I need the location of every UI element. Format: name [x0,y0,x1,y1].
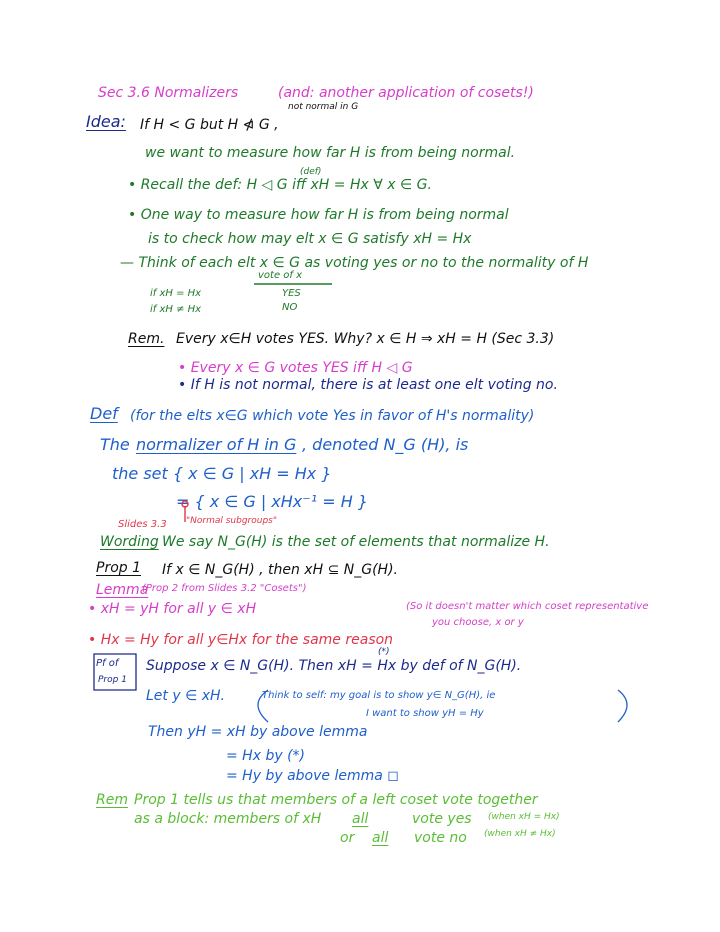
think-line: — Think of each elt x ∈ G as voting yes or no to the normality of H [120,255,589,271]
recall-annotation: (def) [300,167,322,177]
def-set-line: the set { x ∈ G | xH = Hx } [112,464,332,483]
prop1-text: If x ∈ N_G(H) , then xH ⊆ N_G(H). [162,562,398,578]
rem2-line2: as a block: members of xH [134,811,322,827]
rem-label: Rem. [128,331,165,347]
proof-line5: = Hy by above lemma ◻ [226,768,399,784]
lemma-note1: (So it doesn't matter which coset representative [406,601,649,612]
def-set-line2: = { x ∈ G | xHx⁻¹ = H } [176,492,368,511]
slides-quote: "Normal subgroups" [186,516,277,526]
lemma-line1: • xH = yH for all y ∈ xH [88,601,257,617]
think-self-line1: Think to self: my goal is to show y∈ N_G(H), ie [262,690,496,701]
bullet-line: • Every x ∈ G votes YES iff H ◁ G [178,360,413,376]
wording-text: We say N_G(H) is the set of elements that normalize H. [162,534,550,550]
slides-ref: Slides 3.3 [118,519,167,530]
one-way-line2: is to check how may elt x ∈ G satisfy xH = Hx [148,231,472,247]
idea-label: Idea: [86,112,126,131]
proof-line3: Then yH = xH by above lemma [148,724,368,740]
proof-line1: Suppose x ∈ N_G(H). Then xH = Hx by def of N_G(H). [146,658,522,674]
def-label: Def [90,404,118,423]
rem2-line1: Prop 1 tells us that members of a left coset vote together [134,792,538,808]
rem2-vote-no: vote no [414,830,467,846]
proof-box [94,654,136,690]
wording-label: Wording [100,534,159,550]
rem2-all-no: all [372,830,389,846]
one-way-line1: • One way to measure how far H is from being normal [128,207,509,223]
recall-line: • Recall the def: H ◁ G iff xH = Hx ∀ x ∈ G. [128,177,432,193]
think-paren-right [618,690,627,722]
vote-row-value: YES [282,288,301,299]
rem2-or: or [340,830,355,846]
rem2-paren-yes: (when xH = Hx) [488,812,560,822]
def-denoted: , denoted N_G (H), is [302,435,469,454]
page-subtitle: (and: another application of cosets!) [278,85,534,101]
idea-annotation: not normal in G [288,102,359,112]
star-annotation: (*) [378,647,390,657]
vote-row-cond: if xH = Hx [150,288,202,299]
think-self-line2: I want to show yH = Hy [366,708,484,719]
rem2-vote-yes: vote yes [412,811,472,827]
vote-row-value: NO [282,302,298,313]
think-paren-left [258,690,268,722]
rem2-all: all [352,811,369,827]
def-paren: (for the elts x∈G which vote Yes in favor of H's normality) [130,408,535,424]
lemma-note2: you choose, x or y [432,617,524,628]
idea-line2: we want to measure how far H is from being normal. [145,145,516,161]
proof-label-prop: Prop 1 [98,675,127,685]
prop1-label: Prop 1 [96,560,142,576]
proof-line2: Let y ∈ xH. [146,688,225,704]
lemma-paren: (Prop 2 from Slides 3.2 "Cosets") [142,583,307,594]
bullet-line: • If H is not normal, there is at least one elt voting no. [178,377,558,393]
rem2-paren-no: (when xH ≠ Hx) [484,829,556,839]
proof-line4: = Hx by (*) [226,748,305,764]
vote-row-cond: if xH ≠ Hx [150,304,202,315]
idea-line1: If H < G but H ⋪ G , [140,117,279,133]
page-title: Sec 3.6 Normalizers [98,85,239,101]
rem-text: Every x∈H votes YES. Why? x ∈ H ⇒ xH = H (Sec 3.3) [176,331,555,347]
rem2-label: Rem [96,792,128,808]
vote-header: vote of x [258,270,303,281]
normalizer-term: normalizer of H in G [136,435,297,454]
lemma-label: Lemma [96,582,149,598]
proof-label: Pf of [96,658,119,669]
lemma-line2: • Hx = Hy for all y∈Hx for the same reason [88,632,394,648]
def-the: The [100,435,130,454]
